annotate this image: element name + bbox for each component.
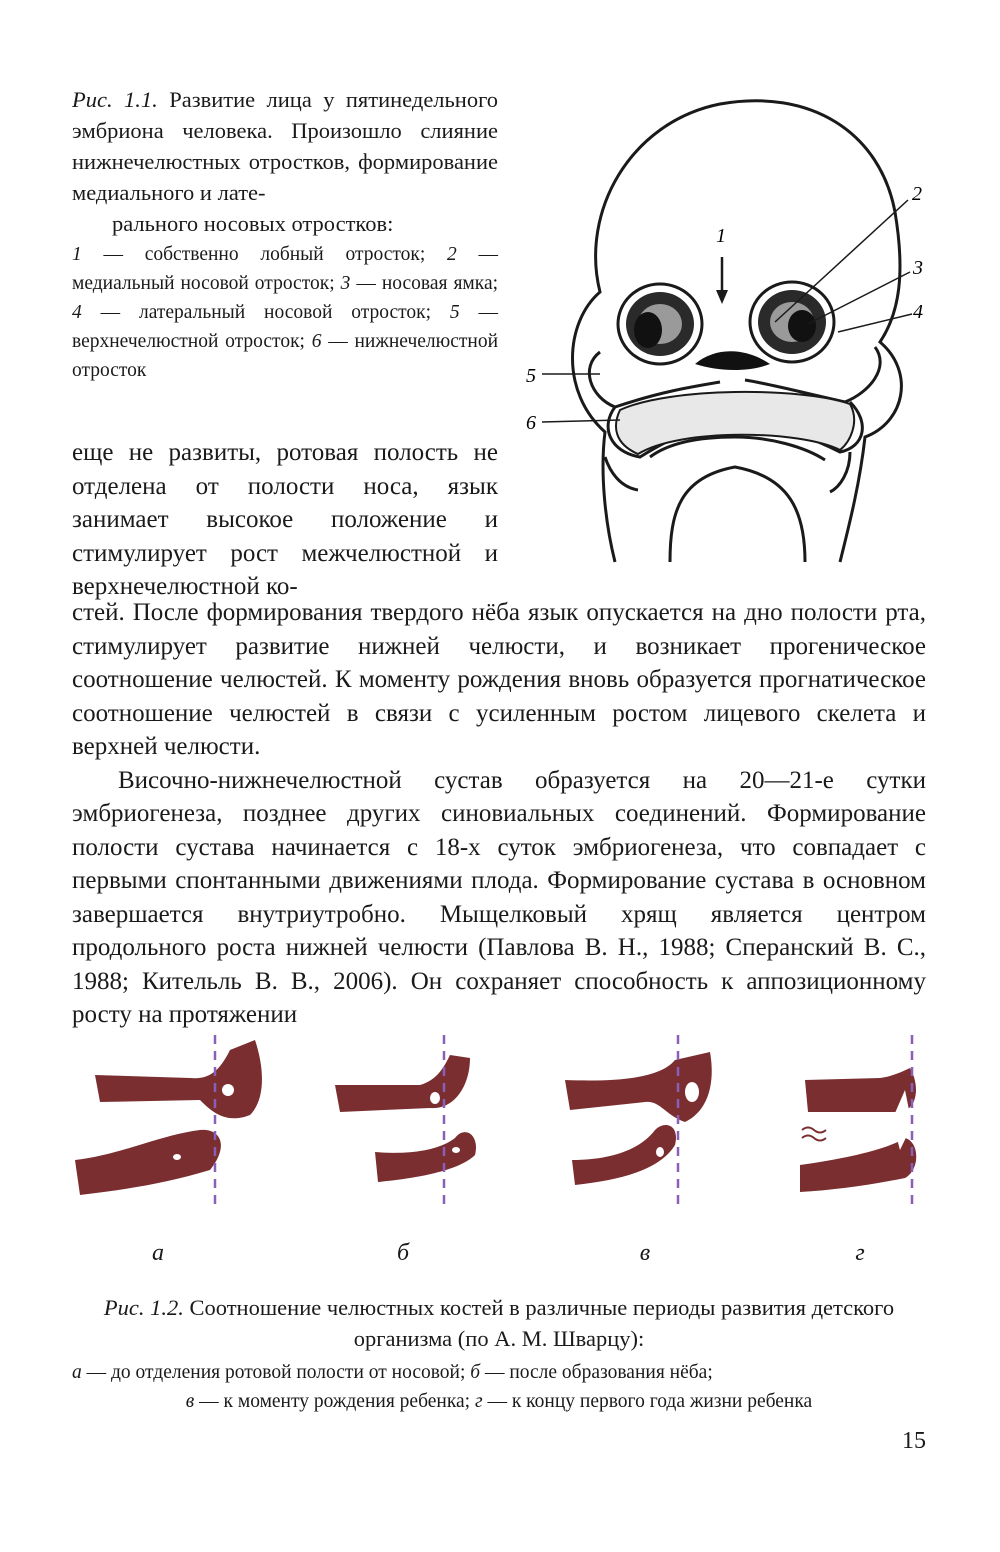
sublabel-g: г [855,1240,865,1266]
label-2: 2 [912,183,922,205]
figure-1-legend: 1 — собственно лобный отросток; 2 — медиальный носовой отросток; 3 — носовая ямка; 4 — латеральный носовой отросток; 5 — верхнечелюстной отросток; 6 — нижнечелюстной отросток [72,244,499,381]
figure-1-caption [72,84,498,239]
legend-text: к моменту рождения ребенка; [223,1391,471,1412]
legend-num: 4 [72,302,82,323]
figure-2-caption-label: Рис. 1.2. [103,1295,184,1320]
page-number: 15 [902,1428,926,1454]
legend-text: собственно лобный отросток; [144,244,426,265]
embryo-face-illustration [520,92,950,572]
label-3: 3 [913,257,923,279]
legend-text: до отделения ротовой полости от носовой; [111,1362,466,1383]
sublabel-b: б [396,1240,410,1266]
jaw-bones [75,1040,916,1195]
legend-text: медиальный носовой отросток; [72,273,335,294]
legend-text: верхнечелюстной отросток; [72,331,305,352]
legend-key: а [72,1362,82,1383]
legend-key: в [185,1391,195,1412]
legend-text: после образования нёба; [509,1362,713,1383]
legend-num: 5 [449,302,460,323]
legend-key: б [470,1362,481,1383]
legend-num: 6 [311,331,322,352]
legend-line-2: в — к моменту рождения ребенка; г — к концу первого года жизни ребенка [185,1391,813,1412]
figure-1-caption-label: Рис. 1.1. [72,87,158,112]
figure-2-caption [72,1292,926,1354]
label-4: 4 [913,301,923,323]
legend-text: носовая ямка; [381,273,499,294]
sublabel-v: в [639,1240,651,1266]
figure-1-caption-last: рального носовых отростков: [112,211,394,236]
legend-text: нижнечелюстной отросток [72,331,499,381]
body-text [72,596,926,1032]
legend-num: 3 [340,273,351,294]
paragraph-1-rest: стей. После формирования твердого нёба язык опускается на дно полости рта, стимулирует развитие нижней челюсти, и возникает прогеническое соотношение челюстей. К моменту рождения вновь образуется прогнатическое соотношение челюстей в связи с усиленным ростом лицевого скелета и верхней челюсти. [72,599,926,760]
legend-num: 1 [72,244,82,265]
body-text-wrapped: еще не развиты, ротовая полость не отделена от полости носа, язык занимает высокое положение и стимулирует рост межчелюстной и верхнечелюстной ко- [72,439,498,600]
legend-num: 2 [447,244,457,265]
jaw-relation-illustration [60,1030,940,1210]
figure-2-caption-text: Соотношение челюстных костей в различные периоды развития детского организма (по А. М. Шварцу): [189,1295,895,1351]
paragraph-2: Височно-нижнечелюстной сустав образуется на 20—21-е сутки эмбриогенеза, позднее других синовиальных соединений. Формирование полости сустава начинается с 18-х суток эмбриогенеза, что совпадает с первыми спонтанными движениями плода. Формирование сустава в основном завершается внутриутробно. Мыщелковый хрящ является центром продольного роста нижней челюсти (Павлова В. Н., 1988; Сперанский В. С., 1988; Кительль В. В., 2006). Он сохраняет способность к аппозиционному росту на протяжении [72,766,926,1028]
legend-key: г [474,1391,483,1412]
label-5: 5 [526,365,536,387]
label-6: 6 [526,412,536,434]
figure-1-caption-text: Развитие лица у пятинедельного эмбриона человека. Произошло слияние нижнечелюстных отростков, формирование медиального и лате- [72,87,499,205]
figure-2-legend [72,1358,926,1416]
legend-line-1: а — до отделения ротовой полости от носовой; б — после образования нёба; [72,1362,713,1383]
sublabel-a: а [152,1240,164,1266]
legend-text: латеральный носовой отросток; [138,302,432,323]
legend-text: к концу первого года жизни ребенка [511,1391,813,1412]
label-1: 1 [716,225,726,247]
